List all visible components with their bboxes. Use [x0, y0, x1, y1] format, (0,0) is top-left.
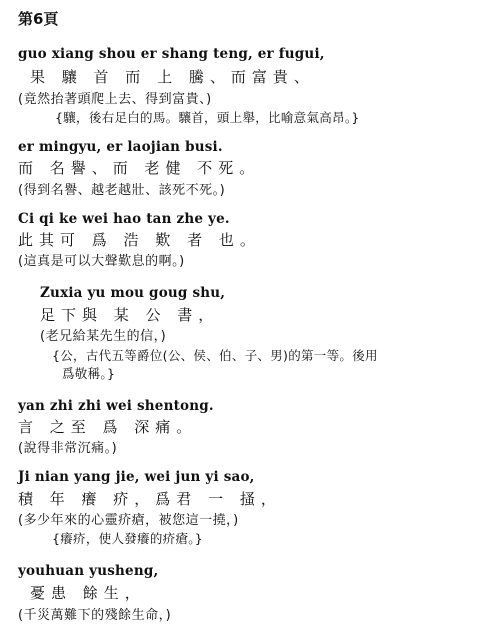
pinyin-line: Ji nian yang jie, wei jun yi sao,	[18, 469, 255, 485]
hanzi-line: 此其可 爲 浩 歎 者 也。	[18, 231, 261, 249]
translation-line: (得到名譽、越老越壯、該死不死。)	[18, 183, 226, 198]
pinyin-line: er mingyu, er laojian busi.	[18, 139, 223, 155]
translation-line: (說得非常沉痛。)	[18, 441, 118, 456]
translation-line: (千災萬難下的殘餘生命，)	[18, 608, 172, 623]
hanzi-line: 憂患 餘生，	[30, 584, 146, 602]
pinyin-line: guo xiang shou er shang teng, er fugui,	[18, 46, 325, 62]
hanzi-line: 足下與 某 公 書，	[40, 306, 220, 324]
hanzi-line: 言 之至 爲 深痛。	[18, 418, 198, 436]
translation-line: (這真是可以大聲歎息的啊。)	[18, 254, 185, 269]
hanzi-line: 積 年 癢 疥，爲君 一 搔，	[18, 490, 282, 508]
hanzi-line: 果 驤 首 而 上 騰、而富貴、	[30, 68, 315, 86]
translation-line: (竟然抬著頭爬上去、得到富貴、)	[18, 92, 212, 107]
pinyin-line: Ci qi ke wei hao tan zhe ye.	[18, 211, 230, 227]
annotation-line-continued: 爲敬稱。}	[62, 366, 116, 381]
annotation-line: {癢疥，使人發癢的疥瘡。}	[52, 531, 204, 546]
pinyin-line: Zuxia yu mou goug shu,	[40, 285, 226, 301]
page-label: 第6頁	[18, 10, 59, 28]
pinyin-line: youhuan yusheng,	[18, 563, 159, 579]
hanzi-line: 而 名譽、而 老健 不死。	[18, 159, 261, 177]
annotation-line: {公，古代五等爵位(公、侯、伯、子、男)的第一等。後用	[52, 348, 378, 363]
pinyin-line: yan zhi zhi wei shentong.	[18, 398, 214, 414]
translation-line: (老兄給某先生的信，)	[40, 329, 167, 344]
translation-line: (多少年來的心靈疥瘡，被您這一撓，)	[18, 513, 239, 528]
annotation-line: {驤，後右足白的馬。驤首，頭上舉，比喻意氣高昂。}	[55, 110, 360, 125]
